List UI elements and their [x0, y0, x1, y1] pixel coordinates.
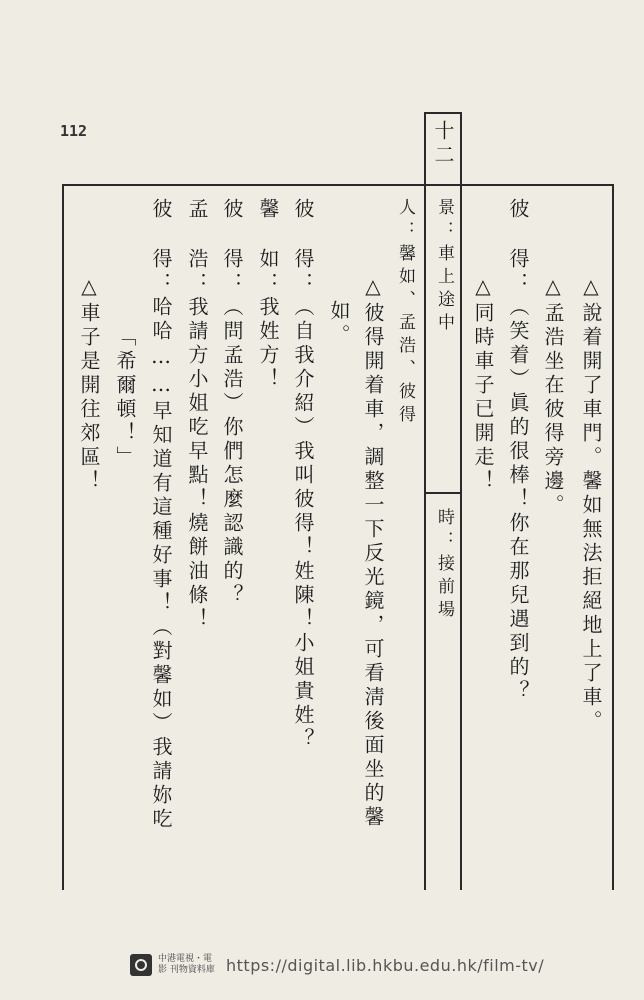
script-line: 「希爾頓！」 — [113, 326, 137, 470]
script-line: 如。 — [327, 300, 351, 348]
script-line: 如：我姓方！ — [256, 248, 280, 392]
script-line: △車子是開往郊區！ — [77, 274, 101, 494]
speaker-name: 馨 — [256, 198, 280, 222]
page-number: 112 — [60, 122, 88, 140]
right-rule — [612, 184, 614, 890]
scene-box-right-rule — [460, 112, 462, 890]
script-line: 浩：我請方小姐吃早點！燒餅油條！ — [185, 248, 209, 632]
scene-characters: 人：馨如、孟浩、彼得 — [395, 198, 415, 428]
archive-logo-text: 中港電視・電影 刊物資料庫 — [158, 954, 215, 975]
archive-url[interactable]: https://digital.lib.hkbu.edu.hk/film-tv/ — [226, 955, 545, 975]
left-rule — [62, 184, 64, 890]
script-line: 得：（問孟浩）你們怎麼認識的？ — [220, 248, 244, 608]
top-rule — [62, 184, 614, 186]
script-line: △孟浩坐在彼得旁邊。 — [541, 274, 565, 518]
scene-label: 景：車上途中 — [434, 198, 454, 336]
scene-box-left-rule — [424, 112, 426, 890]
scene-box-top-rule — [424, 112, 462, 114]
script-line: △同時車子已開走！ — [471, 274, 495, 494]
speaker-name: 彼 — [149, 198, 173, 222]
script-line: 得：（笑着）眞的很棒！你在那兒遇到的？ — [506, 248, 530, 704]
speaker-name: 彼 — [506, 198, 530, 222]
scene-box-divider — [424, 492, 462, 494]
script-line: △說着開了車門。馨如無法拒絕地上了車。 — [579, 274, 603, 734]
archive-logo-icon — [130, 954, 152, 976]
speaker-name: 彼 — [291, 198, 315, 222]
speaker-name: 孟 — [185, 198, 209, 222]
script-line: 得：（自我介紹）我叫彼得！姓陳！小姐貴姓？ — [291, 248, 315, 752]
speaker-name: 彼 — [220, 198, 244, 222]
scene-number: 十二 — [431, 120, 455, 168]
script-line: 得：哈哈……早知道有這種好事！（對馨如）我請妳吃 — [149, 248, 173, 832]
scene-time: 時：接前場 — [434, 508, 454, 623]
watermark — [130, 950, 544, 980]
script-line: △彼得開着車，調整一下反光鏡，可看淸後面坐的馨 — [361, 274, 385, 830]
